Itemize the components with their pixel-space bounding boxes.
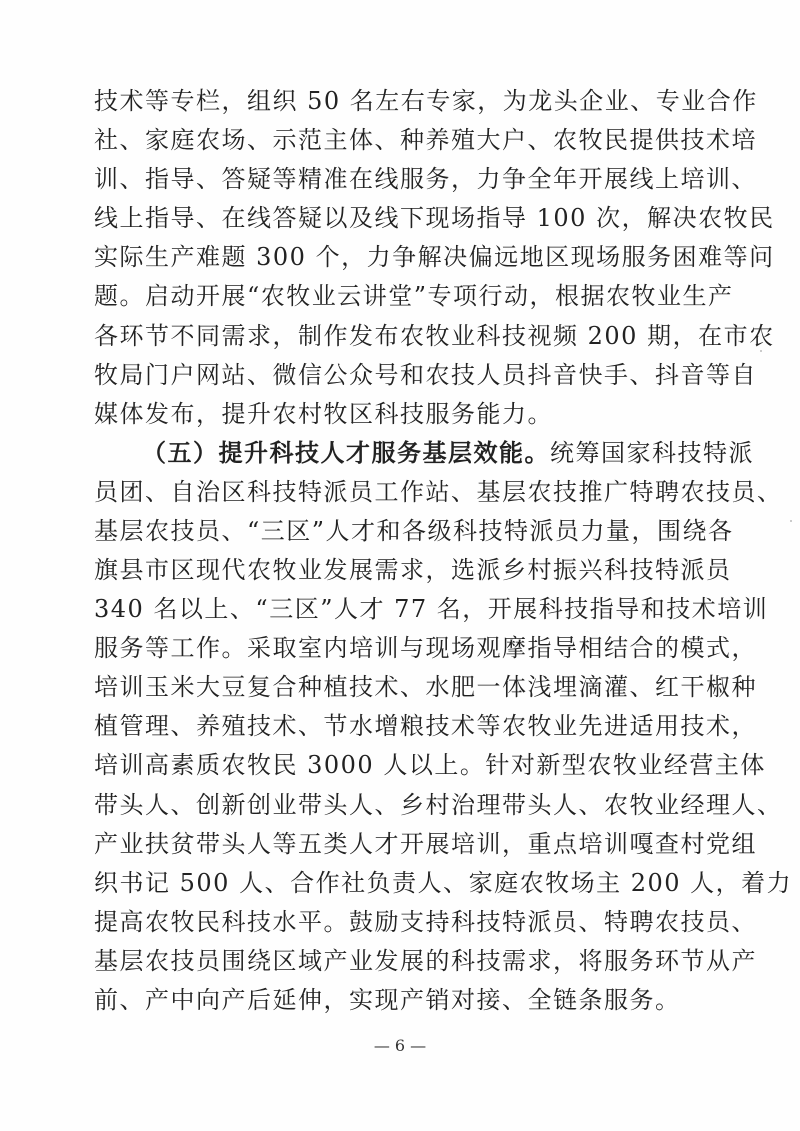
paragraph-line: 产业扶贫带头人等五类人才开展培训，重点培训嘎查村党组 bbox=[94, 830, 757, 858]
paragraph-line: 基层农技员围绕区域产业发展的科技需求，将服务环节从产 bbox=[94, 947, 757, 975]
scan-speck bbox=[760, 350, 762, 352]
paragraph-line: 培训高素质农牧民 3000 人以上。针对新型农牧业经营主体 bbox=[94, 751, 766, 779]
paragraph-line: 训、指导、答疑等精准在线服务，力争全年开展线上培训、 bbox=[94, 165, 757, 193]
paragraph-line: 员团、自治区科技特派员工作站、基层农技推广特聘农技员、 bbox=[94, 478, 783, 506]
paragraph-line: 各环节不同需求，制作发布农牧业科技视频 200 期，在市农 bbox=[94, 322, 775, 350]
page-number: — 6 — bbox=[373, 1036, 427, 1055]
paragraph-line: 340 名以上、“三区”人才 77 名，开展科技指导和技术培训 bbox=[94, 595, 769, 623]
paragraph-line: 带头人、创新创业带头人、乡村治理带头人、农牧业经理人、 bbox=[94, 791, 783, 819]
paragraph-line: 提高农牧民科技水平。鼓励支持科技特派员、特聘农技员、 bbox=[94, 908, 757, 936]
scan-speck bbox=[790, 520, 792, 522]
paragraph-line: 实际生产难题 300 个，力争解决偏远地区现场服务困难等问 bbox=[94, 243, 775, 271]
paragraph-line: 牧局门户网站、微信公众号和农技人员抖音快手、抖音等自 bbox=[94, 361, 757, 389]
section-heading: （五）提升科技人才服务基层效能。 bbox=[142, 438, 550, 467]
paragraph-line: 基层农技员、“三区”人才和各级科技特派员力量，围绕各 bbox=[94, 517, 734, 545]
paragraph-line: 植管理、养殖技术、节水增粮技术等农牧业先进适用技术， bbox=[94, 712, 757, 740]
paragraph-line: 服务等工作。采取室内培训与现场观摩指导相结合的模式， bbox=[94, 634, 757, 662]
paragraph-line: 线上指导、在线答疑以及线下现场指导 100 次，解决农牧民 bbox=[94, 204, 775, 232]
paragraph-line: 前、产中向产后延伸，实现产销对接、全链条服务。 bbox=[94, 986, 681, 1014]
paragraph-text: 统筹国家科技特派 bbox=[550, 439, 754, 467]
paragraph-line: 技术等专栏，组织 50 名左右专家，为龙头企业、专业合作 bbox=[94, 87, 758, 115]
paragraph-line: 题。启动开展“农牧业云讲堂”专项行动，根据农牧业生产 bbox=[94, 282, 734, 310]
paragraph-line: 织书记 500 人、合作社负责人、家庭农牧场主 200 人，着力 bbox=[94, 869, 793, 897]
paragraph-line: 社、家庭农场、示范主体、种养殖大户、农牧民提供技术培 bbox=[94, 126, 757, 154]
section-heading-line bbox=[142, 431, 754, 475]
paragraph-line: 旗县市区现代农牧业发展需求，选派乡村振兴科技特派员 bbox=[94, 556, 732, 584]
paragraph-line: 媒体发布，提升农村牧区科技服务能力。 bbox=[94, 400, 553, 428]
paragraph-line: 培训玉米大豆复合种植技术、水肥一体浅埋滴灌、红干椒种 bbox=[94, 673, 757, 701]
